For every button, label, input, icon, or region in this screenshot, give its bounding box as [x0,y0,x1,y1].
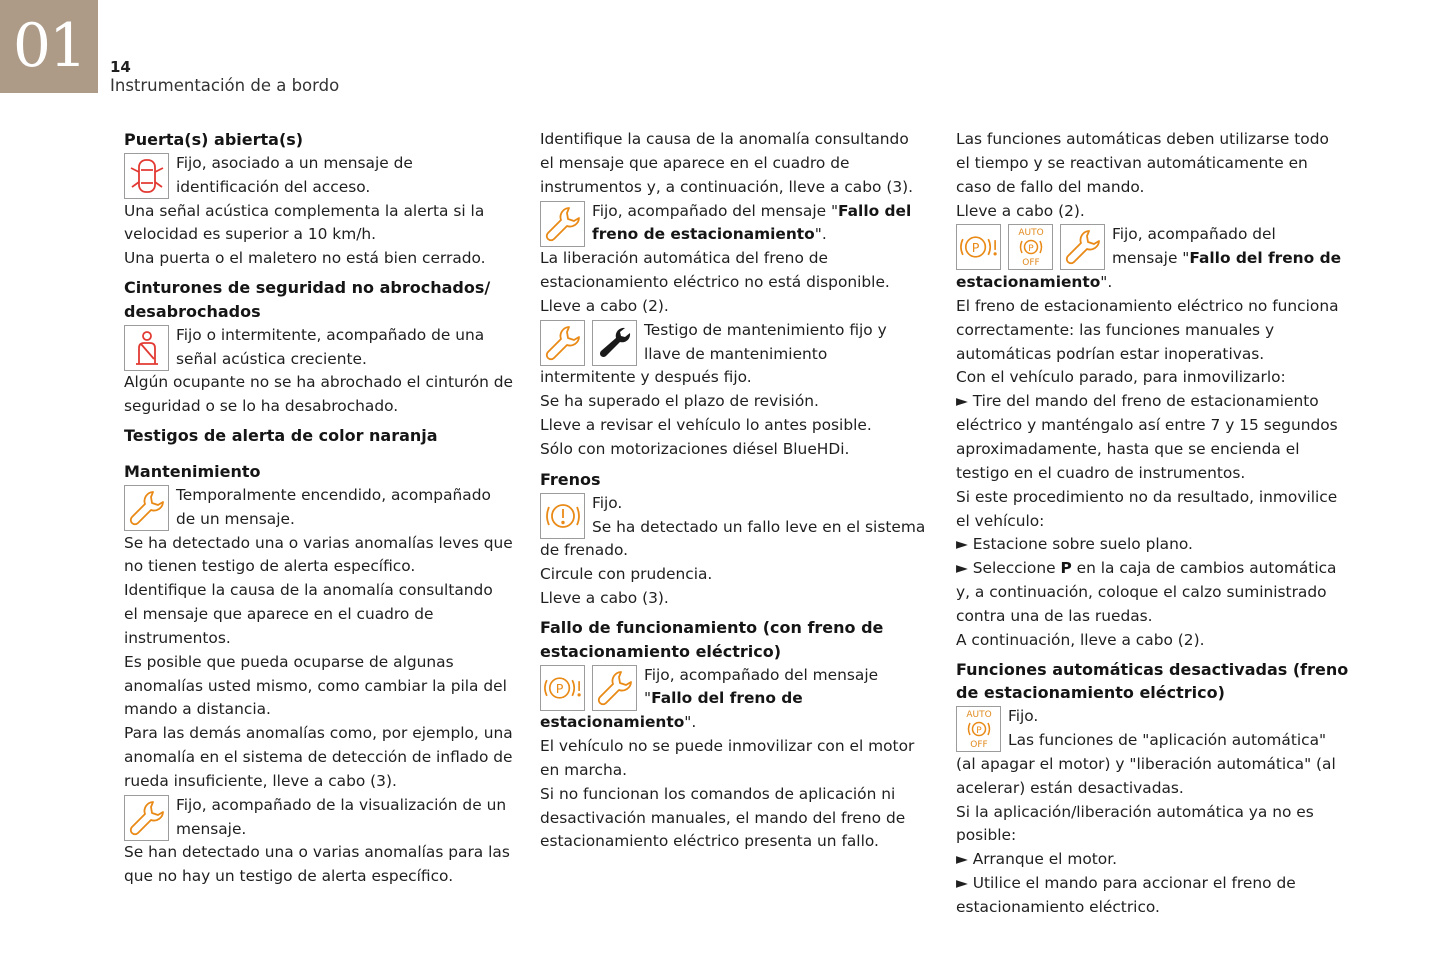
text-line: Lleve a revisar el vehículo lo antes posible. [540,416,872,435]
auto-label: AUTO [965,710,992,721]
auto-functions-heading: Funciones automáticas desactivadas (freno [956,659,1349,679]
p-symbol: P [975,726,982,737]
text-line: señal acústica creciente. [176,349,367,368]
text-line: y, a continuación, coloque el calzo suministrado [956,583,1327,602]
text-line: Se han detectado una o varias anomalías para las [124,843,510,862]
text-line: La liberación automática del freno de [540,249,828,268]
p-symbol: P [1027,244,1034,255]
seatbelt-icon [124,325,169,371]
message-text: estacionamiento [956,273,1101,292]
text-line: Lleve a cabo (2). [540,296,669,315]
text-line: de frenado. [540,541,628,560]
text-line: instrumentos y, a continuación, lleve a cabo (3). [540,177,914,196]
page-number: 14 [110,58,131,76]
door-heading: Puerta(s) abierta(s) [124,130,304,149]
auto-functions-heading-cont: de estacionamiento eléctrico) [956,683,1225,703]
off-label: OFF [969,740,988,751]
text-line: velocidad es superior a 10 km/h. [124,225,377,244]
wrench-icon [540,320,585,366]
text-line: anomalía en el sistema de detección de inflado de [124,748,513,767]
parking-brake-fault-icon [540,665,585,711]
text-span: ". [1100,273,1113,292]
text-line: testigo en el cuadro de instrumentos. [956,463,1246,482]
text-line: El vehículo no se puede inmovilizar con el motor [540,737,915,756]
text-line: A continuación, lleve a cabo (2). [956,630,1205,649]
text-line: posible: [956,826,1017,845]
message-text: Fallo del [838,201,912,220]
auto-label: AUTO [1017,228,1044,239]
brake-warning-icon [540,493,585,539]
text-line: caso de fallo del mando. [956,177,1145,196]
text-line: rueda insuficiente, lleve a cabo (3). [124,771,397,790]
text-line: aproximadamente, hasta que se encienda el [956,439,1300,458]
text-span: " [644,689,652,708]
text-line: mensaje. [176,819,247,838]
text-line: Lleve a cabo (2). [956,201,1085,220]
section-title: Instrumentación de a bordo [110,76,340,95]
text-line: eléctrico y manténgalo así entre 7 y 15 segundos [956,416,1338,435]
text-line: intermitente y después fijo. [540,368,752,387]
chapter-number: 01 [12,11,86,81]
text-line: Las funciones automáticas deben utilizarse todo [956,130,1329,148]
text-line: automáticas podrían estar inoperativas. [956,344,1265,363]
text-line: Temporalmente encendido, acompañado [176,485,491,504]
text-line: Fijo o intermitente, acompañado de una [176,325,485,344]
wrench-icon [124,795,169,841]
text-line: Una puerta o el maletero no está bien cerrado. [124,249,486,268]
text-line: Una señal acústica complementa la alerta si la [124,201,485,220]
text-span: Fijo, acompañado del mensaje " [592,201,839,220]
brakes-heading: Frenos [540,469,601,489]
auto-p-off-icon [956,706,1001,752]
text-line: anomalías usted mismo, como cambiar la pila del [124,676,507,695]
text-line: el vehículo: [956,511,1045,530]
text-line: Si no funcionan los comandos de aplicación ni [540,784,896,803]
maintenance-heading: Mantenimiento [124,461,261,481]
bullet-item: ► Utilice el mando para accionar el freno de [956,874,1296,893]
text-span: ". [814,225,827,244]
seatbelt-heading: Cinturones de seguridad no abrochados/ [124,278,491,298]
text-line: Fijo, acompañado de la visualización de un [176,795,507,814]
text-line: desactivación manuales, el mando del freno de [540,808,906,827]
text-span: mensaje " [1112,249,1190,268]
text-line: Testigo de mantenimiento fijo y [644,320,887,339]
chapter-tab [0,0,98,93]
text-line: estacionamiento eléctrico presenta un fallo. [540,832,879,851]
text-line: Fijo, acompañado del [1112,225,1276,244]
message-text: freno de estacionamiento [592,225,815,244]
bullet-item: ► Arranque el motor. [956,850,1118,869]
text-line: contra una de las ruedas. [956,606,1153,625]
text-line: Fijo, asociado a un mensaje de [176,153,413,172]
text-line: estacionamiento eléctrico no está disponible. [540,273,890,292]
text-line: el mensaje que aparece en el cuadro de [124,605,434,624]
text-line: Para las demás anomalías como, por ejemplo, una [124,724,513,743]
text-line: Es posible que pueda ocuparse de algunas [124,652,454,671]
door-open-icon [124,153,169,199]
text-line: que no hay un testigo de alerta específico. [124,867,454,886]
bullet-item [956,557,1352,581]
wrench-icon [124,485,169,531]
column-3 [956,128,1352,920]
text-span: ". [684,713,697,732]
text-line: Identifique la causa de la anomalía consultando [124,581,493,600]
message-text: estacionamiento [540,713,685,732]
text-line: Fijo. [1008,707,1039,726]
orange-warnings-heading: Testigos de alerta de color naranja [124,426,438,446]
text-line: el tiempo y se reactivan automáticamente en [956,153,1308,172]
column-1 [124,128,516,889]
text-span: ► Seleccione [956,559,1061,578]
bullet-item: ► Tire del mando del freno de estacionamiento [956,392,1319,411]
text-line: en marcha. [540,760,628,779]
text-span: en la caja de cambios automática [1071,559,1337,578]
text-line: mando a distancia. [124,700,271,719]
wrench-icon [1060,224,1105,270]
bullet-item: ► Estacione sobre suelo plano. [956,535,1193,554]
text-line: Fijo, acompañado del mensaje [644,665,879,684]
text-line: instrumentos. [124,628,231,647]
text-line: El freno de estacionamiento eléctrico no funciona [956,296,1339,315]
text-line: acelerar) están desactivadas. [956,778,1184,797]
text-line: seguridad o se lo ha desabrochado. [124,397,399,416]
seatbelt-heading-cont: desabrochados [124,301,261,321]
wrench-icon [592,665,637,711]
text-line: de un mensaje. [176,509,295,528]
malfunction-heading-cont: estacionamiento eléctrico) [540,641,782,661]
text-line: Lleve a cabo (3). [540,589,669,608]
text-line: el mensaje que aparece en el cuadro de [540,153,850,172]
auto-p-off-icon [1008,224,1053,270]
message-text: Fallo del freno de [651,689,803,708]
text-line: Fijo. [592,493,623,512]
message-text: Fallo del freno de [1189,249,1342,268]
text-line: Se ha detectado un fallo leve en el sistema [592,517,926,536]
off-label: OFF [1021,258,1040,269]
text-line: estacionamiento eléctrico. [956,898,1160,916]
service-spanner-icon [592,320,637,366]
text-line: identificación del acceso. [176,177,371,196]
text-line: Sólo con motorizaciones diésel BlueHDi. [540,439,850,458]
text-line: Si la aplicación/liberación automática ya no es [956,802,1314,821]
column-2 [540,128,932,854]
text-line: Si este procedimiento no da resultado, inmovilice [956,487,1338,506]
p-symbol: P [971,240,980,256]
gear-p: P [1060,559,1072,578]
text-line: Circule con prudencia. [540,565,713,584]
text-line: llave de mantenimiento [644,344,828,363]
text-line: no tienen testigo de alerta específico. [124,557,416,576]
text-line: Con el vehículo parado, para inmovilizarlo: [956,368,1286,387]
text-line: Se ha superado el plazo de revisión. [540,392,819,411]
p-symbol: P [555,680,564,696]
text-line: Se ha detectado una o varias anomalías leves que [124,533,513,552]
text-line: Identifique la causa de la anomalía consultando [540,130,909,148]
parking-brake-fault-icon [956,224,1001,270]
text-line: correctamente: las funciones manuales y [956,320,1275,339]
text-line: Algún ocupante no se ha abrochado el cinturón de [124,373,514,392]
text-line: Las funciones de "aplicación automática" [1008,731,1327,750]
malfunction-heading: Fallo de funcionamiento (con freno de [540,617,884,637]
text-line: (al apagar el motor) y "liberación automática" (al [956,754,1336,773]
wrench-icon [540,201,585,247]
